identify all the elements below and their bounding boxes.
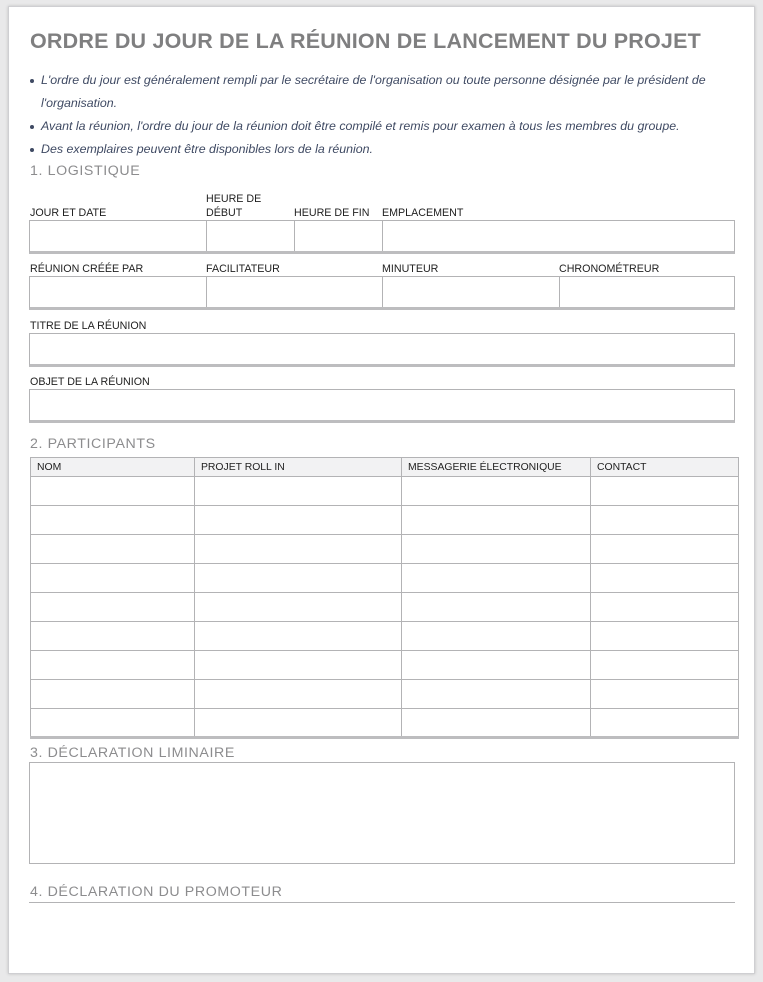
section-heading-logistics: 1. LOGISTIQUE xyxy=(30,163,141,179)
document-page xyxy=(8,6,755,974)
participant-name-cell[interactable] xyxy=(31,564,195,593)
end-time-label: HEURE DE FIN xyxy=(294,207,370,219)
participant-email-cell[interactable] xyxy=(402,709,591,738)
table-header-row xyxy=(31,458,739,477)
participant-contact-cell[interactable] xyxy=(591,651,739,680)
participant-email-cell[interactable] xyxy=(402,535,591,564)
start-time-label-line2: DÉBUT xyxy=(206,207,243,219)
participant-role-cell[interactable] xyxy=(195,680,402,709)
participant-role-cell[interactable] xyxy=(195,651,402,680)
table-row xyxy=(31,680,739,709)
column-header-contact: CONTACT xyxy=(591,458,739,477)
instruction-item: L'ordre du jour est généralement rempli par le secrétaire de l'organisation ou toute personne désignée par le président de l'organisation. xyxy=(29,69,719,115)
table-row xyxy=(31,593,739,622)
participant-contact-cell[interactable] xyxy=(591,564,739,593)
participant-contact-cell[interactable] xyxy=(591,535,739,564)
participant-role-cell[interactable] xyxy=(195,709,402,738)
participant-name-cell[interactable] xyxy=(31,535,195,564)
column-divider xyxy=(206,277,207,307)
meeting-purpose-field[interactable] xyxy=(29,389,735,423)
participant-name-cell[interactable] xyxy=(31,506,195,535)
participant-name-cell[interactable] xyxy=(31,593,195,622)
logistics-row-1 xyxy=(29,220,735,254)
facilitator-label: FACILITATEUR xyxy=(206,263,280,275)
meeting-title-label: TITRE DE LA RÉUNION xyxy=(30,320,147,332)
participant-email-cell[interactable] xyxy=(402,622,591,651)
participant-email-cell[interactable] xyxy=(402,593,591,622)
participant-email-cell[interactable] xyxy=(402,477,591,506)
column-header-project-role: PROJET ROLL IN xyxy=(195,458,402,477)
instruction-item: Avant la réunion, l'ordre du jour de la réunion doit être compilé et remis pour examen à tous les membres du groupe. xyxy=(29,115,729,138)
section-divider xyxy=(29,902,735,903)
meeting-purpose-label: OBJET DE LA RÉUNION xyxy=(30,376,150,388)
start-time-label-line1: HEURE DE xyxy=(206,193,262,205)
instructions-list xyxy=(29,69,729,161)
participant-contact-cell[interactable] xyxy=(591,477,739,506)
table-row xyxy=(31,564,739,593)
timekeeper-label: CHRONOMÉTREUR xyxy=(559,263,660,275)
logistics-row-2 xyxy=(29,276,735,310)
column-divider xyxy=(382,277,383,307)
participant-name-cell[interactable] xyxy=(31,477,195,506)
table-row xyxy=(31,709,739,738)
timer-label: MINUTEUR xyxy=(382,263,439,275)
participant-name-cell[interactable] xyxy=(31,709,195,738)
column-divider xyxy=(206,221,207,251)
participant-email-cell[interactable] xyxy=(402,680,591,709)
participant-role-cell[interactable] xyxy=(195,564,402,593)
participant-role-cell[interactable] xyxy=(195,622,402,651)
instruction-item: Des exemplaires peuvent être disponibles lors de la réunion. xyxy=(29,138,729,161)
participant-name-cell[interactable] xyxy=(31,622,195,651)
section-heading-opening-statement: 3. DÉCLARATION LIMINAIRE xyxy=(30,745,235,761)
location-label: EMPLACEMENT xyxy=(382,207,464,219)
column-divider xyxy=(294,221,295,251)
created-by-label: RÉUNION CRÉÉE PAR xyxy=(30,263,144,275)
page-title: ORDRE DU JOUR DE LA RÉUNION DE LANCEMENT DU PROJET xyxy=(30,29,701,53)
participant-role-cell[interactable] xyxy=(195,506,402,535)
participant-role-cell[interactable] xyxy=(195,535,402,564)
table-row xyxy=(31,506,739,535)
section-heading-participants: 2. PARTICIPANTS xyxy=(30,436,156,452)
column-divider xyxy=(559,277,560,307)
participant-name-cell[interactable] xyxy=(31,651,195,680)
participant-role-cell[interactable] xyxy=(195,477,402,506)
table-row xyxy=(31,535,739,564)
opening-statement-field[interactable] xyxy=(29,762,735,864)
meeting-title-field[interactable] xyxy=(29,333,735,367)
column-header-email: MESSAGERIE ÉLECTRONIQUE xyxy=(402,458,591,477)
participant-contact-cell[interactable] xyxy=(591,680,739,709)
table-row xyxy=(31,651,739,680)
column-divider xyxy=(382,221,383,251)
participant-email-cell[interactable] xyxy=(402,506,591,535)
column-header-name: NOM xyxy=(31,458,195,477)
table-row xyxy=(31,622,739,651)
participant-email-cell[interactable] xyxy=(402,651,591,680)
table-row xyxy=(31,477,739,506)
section-heading-sponsor-statement: 4. DÉCLARATION DU PROMOTEUR xyxy=(30,884,283,900)
participant-name-cell[interactable] xyxy=(31,680,195,709)
participant-contact-cell[interactable] xyxy=(591,593,739,622)
date-label: JOUR ET DATE xyxy=(30,207,107,219)
participant-contact-cell[interactable] xyxy=(591,506,739,535)
participant-contact-cell[interactable] xyxy=(591,622,739,651)
participants-table xyxy=(30,457,739,739)
participant-role-cell[interactable] xyxy=(195,593,402,622)
participant-contact-cell[interactable] xyxy=(591,709,739,738)
participant-email-cell[interactable] xyxy=(402,564,591,593)
